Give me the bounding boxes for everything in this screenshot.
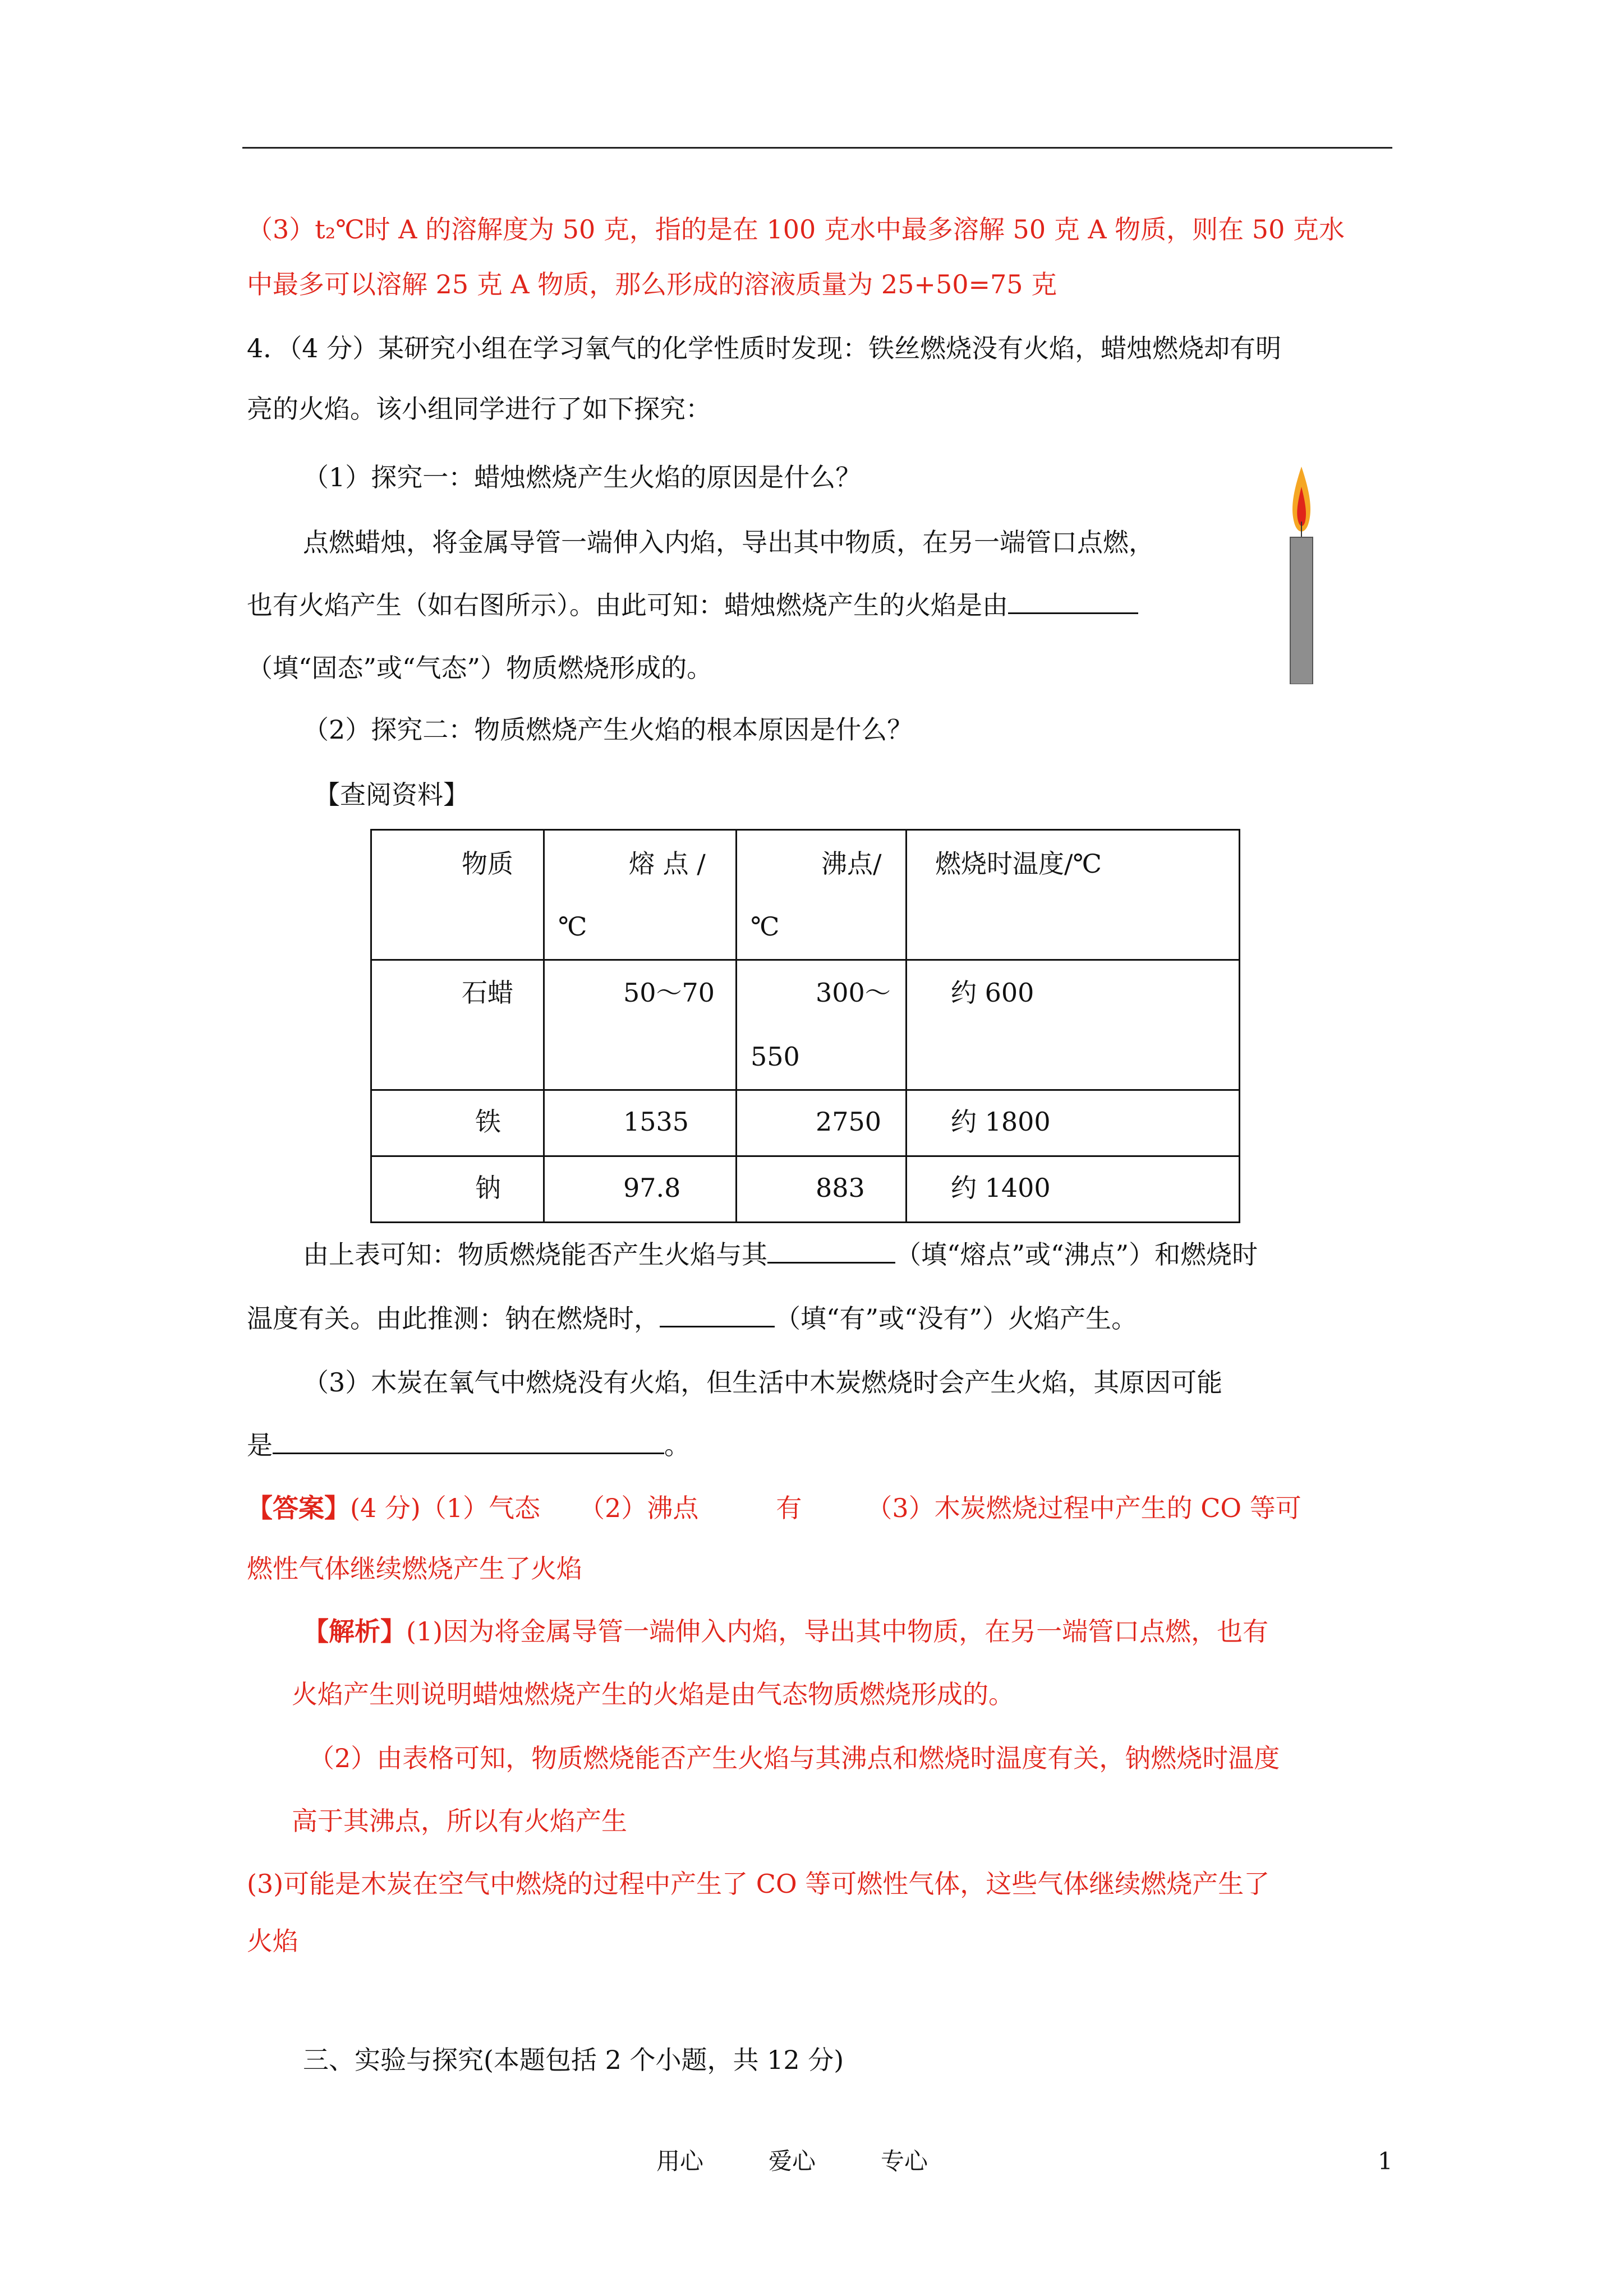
table-cell: 石蜡 xyxy=(371,960,544,1090)
analysis-line3: （2）由表格可知，物质燃烧能否产生火焰与其沸点和燃烧时温度有关，钠燃烧时温度 xyxy=(309,1743,1280,1773)
table-cell: 约 1400 xyxy=(907,1156,1240,1223)
answer-blank-2[interactable] xyxy=(767,1239,895,1264)
candle-figure xyxy=(1285,460,1318,684)
answer-label: 【答案】 xyxy=(247,1493,350,1523)
explore1-line3: （填“固态”或“气态”）物质燃烧形成的。 xyxy=(247,653,713,683)
table-row xyxy=(371,960,1240,1090)
footer-motto-3: 专心 xyxy=(881,2147,928,2175)
table-cell: 97.8 xyxy=(544,1156,737,1223)
explore3-line1: （3）木炭在氧气中燃烧没有火焰，但生活中木炭燃烧时会产生火焰，其原因可能 xyxy=(303,1367,1223,1398)
table-cell: 钠 xyxy=(371,1156,544,1223)
answer-line2: 燃性气体继续燃烧产生了火焰 xyxy=(247,1553,582,1584)
table-header-cell: 燃烧时温度/℃ xyxy=(907,830,1240,960)
table-cell: 约 600 xyxy=(907,960,1240,1090)
candle-body-icon xyxy=(1290,537,1313,684)
explore1-title: （1）探究一：蜡烛燃烧产生火焰的原因是什么？ xyxy=(303,462,862,492)
answer-blank-4[interactable] xyxy=(273,1430,664,1454)
analysis-line2: 火焰产生则说明蜡烛燃烧产生的火焰是由气态物质燃烧形成的。 xyxy=(292,1679,1014,1709)
explore1-line2: 也有火焰产生（如右图所示）。由此可知：蜡烛燃烧产生的火焰是由 xyxy=(247,589,1138,621)
table-cell: 铁 xyxy=(371,1090,544,1156)
header-rule xyxy=(242,147,1392,149)
answer-line1: 【答案】(4 分)（1）气态 （2）沸点 有 （3）木炭燃烧过程中产生的 CO 等可 xyxy=(247,1493,1301,1523)
part3-line2: 中最多可以溶解 25 克 A 物质，那么形成的溶液质量为 25+50=75 克 xyxy=(247,269,1057,299)
section3-title: 三、实验与探究(本题包括 2 个小题，共 12 分) xyxy=(303,2045,844,2075)
page-number: 1 xyxy=(1378,2147,1393,2175)
table-cell: 300～ 550 xyxy=(737,960,907,1090)
analysis-line1: 【解析】(1)因为将金属导管一端伸入内焰，导出其中物质，在另一端管口点燃，也有 xyxy=(303,1616,1269,1647)
q4-stem-line2: 亮的火焰。该小组同学进行了如下探究： xyxy=(247,394,711,424)
table-header-cell: 物质 xyxy=(371,830,544,960)
table-header-cell: 沸点/ ℃ xyxy=(737,830,907,960)
explore1-line1: 点燃蜡烛，将金属导管一端伸入内焰，导出其中物质，在另一端管口点燃， xyxy=(303,527,1154,557)
table-cell: 883 xyxy=(737,1156,907,1223)
analysis-line4: 高于其沸点，所以有火焰产生 xyxy=(292,1806,627,1836)
reference-label: 【查阅资料】 xyxy=(314,780,469,810)
analysis-line5: (3)可能是木炭在空气中燃烧的过程中产生了 CO 等可燃性气体，这些气体继续燃烧产生了 xyxy=(247,1869,1270,1899)
analysis-label: 【解析】 xyxy=(303,1616,406,1647)
table-row xyxy=(371,1156,1240,1223)
table-cell: 50～70 xyxy=(544,960,737,1090)
answer-blank-1[interactable] xyxy=(1008,590,1138,614)
table-cell: 约 1800 xyxy=(907,1090,1240,1156)
conclusion-line1: 由上表可知：物质燃烧能否产生火焰与其 （填“熔点”或“沸点”）和燃烧时 xyxy=(303,1239,1258,1270)
footer-motto-2: 爱心 xyxy=(769,2147,816,2175)
table-header-cell: 熔 点 / ℃ xyxy=(544,830,737,960)
wick-icon xyxy=(1301,522,1302,538)
conclusion-line2: 温度有关。由此推测：钠在燃烧时， （填“有”或“没有”）火焰产生。 xyxy=(247,1303,1138,1334)
table-cell: 1535 xyxy=(544,1090,737,1156)
footer-motto-1: 用心 xyxy=(656,2147,704,2175)
part3-line1: （3）t₂℃时 A 的溶解度为 50 克，指的是在 100 克水中最多溶解 50 克 A 物质，则在 50 克水 xyxy=(247,214,1345,245)
explore3-line2: 是 。 xyxy=(247,1430,690,1460)
answer-blank-3[interactable] xyxy=(660,1303,775,1327)
analysis-line6: 火焰 xyxy=(247,1926,298,1956)
q4-stem-line1: 4．（4 分）某研究小组在学习氧气的化学性质时发现：铁丝燃烧没有火焰，蜡烛燃烧却有明 xyxy=(247,333,1282,363)
table-header-row xyxy=(371,830,1240,960)
property-table xyxy=(370,829,1240,1223)
table-cell: 2750 xyxy=(737,1090,907,1156)
explore2-title: （2）探究二：物质燃烧产生火焰的根本原因是什么？ xyxy=(303,714,913,745)
table-row xyxy=(371,1090,1240,1156)
